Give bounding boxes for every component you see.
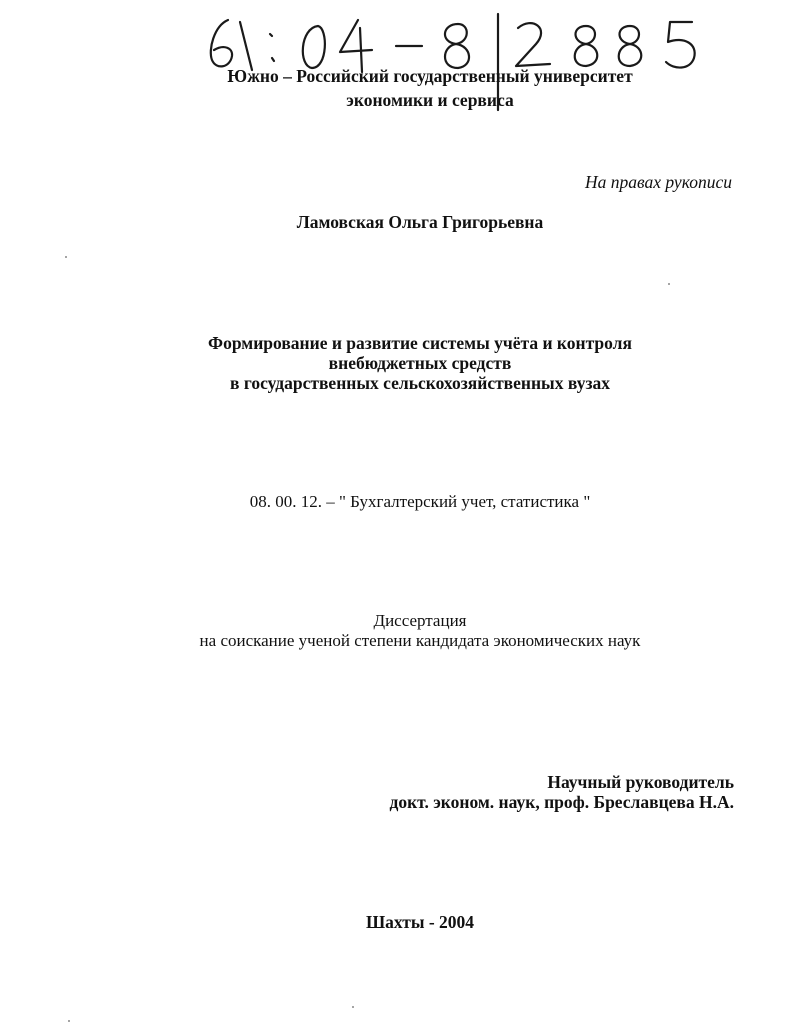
dissertation-title-line-2: внебюджетных средств <box>328 353 512 373</box>
dissertation-title-line-1: Формирование и развитие системы учёта и контроля <box>208 333 632 353</box>
scan-speck <box>68 1020 70 1022</box>
supervisor-label: Научный руководитель <box>547 772 734 792</box>
city-year: Шахты - 2004 <box>365 912 475 932</box>
supervisor-name: докт. эконом. наук, проф. Бреславцева Н.А. <box>389 792 734 812</box>
university-name-line-1: Южно – Российский государственный университет <box>227 66 633 86</box>
scan-speck <box>352 1006 354 1008</box>
university-name-line-2: экономики и сервиса <box>346 90 514 110</box>
scan-speck <box>65 256 67 258</box>
dissertation-label: Диссертация <box>373 611 467 630</box>
degree-description: на соискание ученой степени кандидата экономических наук <box>199 631 641 650</box>
manuscript-note: На правах рукописи <box>585 172 732 192</box>
specialty-code: 08. 00. 12. – " Бухгалтерский учет, статистика " <box>249 492 591 511</box>
dissertation-title-line-3: в государственных сельскохозяйственных вузах <box>230 373 610 393</box>
author-name: Ламовская Ольга Григорьевна <box>296 212 544 232</box>
scan-speck <box>668 283 670 285</box>
